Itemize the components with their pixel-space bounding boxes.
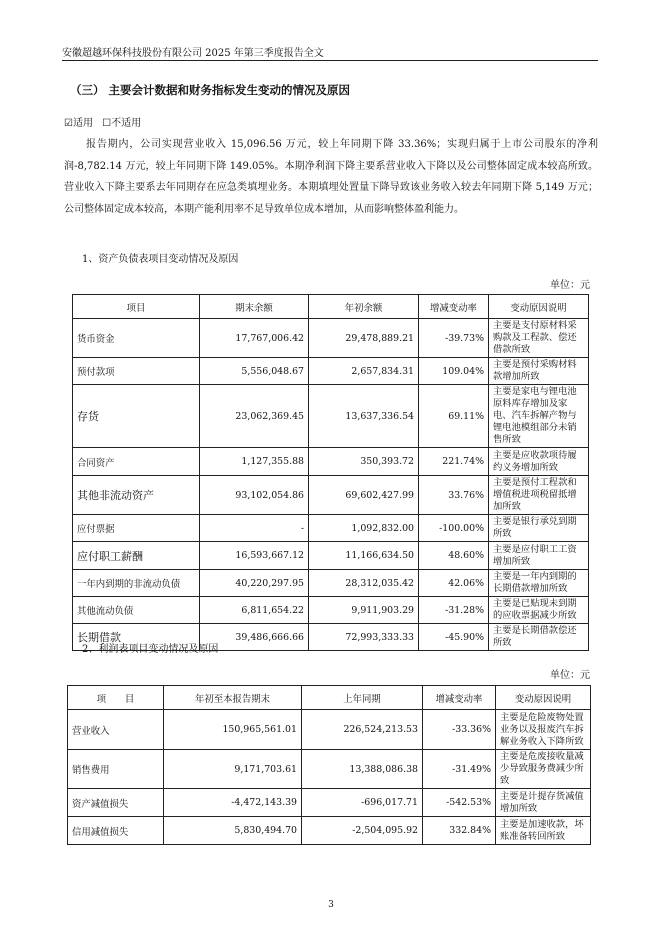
row-end: 93,102,054.86 [200,476,309,515]
row-begin: 29,478,889.21 [309,319,419,358]
row-reason: 主要是计提存货减值增加所致 [496,789,591,817]
row-rate: 221.74% [419,448,489,476]
row-rate: 109.04% [419,358,489,385]
page-header: 安徽超越环保科技股份有限公司 2025 年第三季度报告全文 [62,48,324,59]
row-rate: 332.84% [423,817,496,845]
row-current: 9,171,703.61 [164,750,302,789]
row-begin: 69,602,427.99 [309,476,419,515]
header-reason: 变动原因说明 [496,686,591,710]
row-begin: 350,393.72 [309,448,419,476]
row-name: 销售费用 [68,750,164,789]
table-row [68,817,591,845]
row-current: 5,830,494.70 [164,817,302,845]
table-row [73,515,589,542]
header-change-rate: 增减变动率 [419,295,489,319]
row-reason: 主要是危废接收量减少导致服务费减少所致 [496,750,591,789]
summary-paragraph: 报告期内，公司实现营业收入 15,096.56 万元，较上年同期下降 33.36%；实现归属于上市公司股东的净利润-8,782.14 万元，较上年同期下降 149.05%。本期净利润下降主要系营业收入下降以及公司整体固定成本较高所致。营业收入下降主要系去年同期存在应急类填埋业务。本期填埋处置量下降导致该业务收入较去年同期下降 5,149 万元；公司整体固定成本较高，本期产能利用率不足导致单位成本增加，从而影响整体盈利能力。 [64,139,598,215]
header-reason: 变动原因说明 [489,295,589,319]
table-row [73,476,589,515]
row-rate: -31.28% [419,597,489,624]
row-end: 17,767,006.42 [200,319,309,358]
row-prior: -2,504,095.92 [302,817,423,845]
row-rate: -100.00% [419,515,489,542]
header-prior-period: 上年同期 [302,686,423,710]
row-end: 5,556,048.67 [200,358,309,385]
header-current-period: 年初至本报告期末 [164,686,302,710]
header-rule [62,60,598,61]
table-row [73,448,589,476]
table-row [73,542,589,570]
income-statement-title: 2、利润表项目变动情况及原因 [82,644,219,655]
row-name: 应付票据 [73,515,200,542]
table-row [68,789,591,817]
row-reason: 主要是支付原材料采购款及工程款、偿还借款所致 [489,319,589,358]
table-row [73,385,589,448]
balance-sheet-table [72,294,589,651]
row-reason: 主要是家电与锂电池原料库存增加及家电、汽车拆解产物与锂电池模组部分未销售所致 [489,385,589,448]
row-name: 合同资产 [73,448,200,476]
row-rate: 69.11% [419,385,489,448]
row-rate: -31.49% [423,750,496,789]
table-header-row [73,295,589,319]
row-name: 长期借款 [73,624,200,651]
table-row [73,570,589,597]
row-name: 营业收入 [68,710,164,750]
row-end: 40,220,297.95 [200,570,309,597]
row-current: -4,472,143.39 [164,789,302,817]
row-rate: 42.06% [419,570,489,597]
row-prior: -696,017.71 [302,789,423,817]
income-statement-table [67,685,591,845]
row-reason: 主要是预付工程款和增值税进项税留抵增加所致 [489,476,589,515]
row-end: 6,811,654.22 [200,597,309,624]
row-end: - [200,515,309,542]
row-reason: 主要是预付采购材料款增加所致 [489,358,589,385]
row-reason: 主要是危险废物处置业务以及报废汽车拆解业务收入下降所致 [496,710,591,750]
row-name: 资产减值损失 [68,789,164,817]
table-row [68,750,591,789]
row-name: 其他非流动资产 [73,476,200,515]
table-row [68,710,591,750]
row-name: 一年内到期的非流动负债 [73,570,200,597]
not-applicable-checkbox[interactable]: ☐不适用 [102,118,142,129]
row-prior: 226,524,213.53 [302,710,423,750]
row-reason: 主要是应付职工工资增加所致 [489,542,589,570]
row-rate: -39.73% [419,319,489,358]
row-begin: 2,657,834.31 [309,358,419,385]
balance-sheet-title: 1、资产负债表项目变动情况及原因 [82,254,239,265]
row-current: 150,965,561.01 [164,710,302,750]
row-begin: 11,166,634.50 [309,542,419,570]
row-end: 16,593,667.12 [200,542,309,570]
row-rate: 33.76% [419,476,489,515]
row-reason: 主要是已贴现未到期的应收票据减少所致 [489,597,589,624]
row-rate: -33.36% [423,710,496,750]
applicability-checks [64,114,147,129]
income-unit: 单位：元 [550,670,590,681]
table-row [73,597,589,624]
row-reason: 主要是应收款项待履约义务增加所致 [489,448,589,476]
row-begin: 72,993,333.33 [309,624,419,651]
row-name: 货币资金 [73,319,200,358]
table-row [73,319,589,358]
row-name: 存货 [73,385,200,448]
row-rate: -45.90% [419,624,489,651]
table-row [73,358,589,385]
row-end: 1,127,355.88 [200,448,309,476]
row-begin: 9,911,903.29 [309,597,419,624]
header-change-rate: 增减变动率 [423,686,496,710]
section-title: （三） 主要会计数据和财务指标发生变动的情况及原因 [70,83,351,97]
page-number: 3 [328,900,334,910]
row-rate: -542.53% [423,789,496,817]
header-begin-balance: 年初余额 [309,295,419,319]
row-rate: 48.60% [419,542,489,570]
row-end: 39,486,666.66 [200,624,309,651]
row-begin: 1,092,832.00 [309,515,419,542]
row-name: 应付职工薪酬 [73,542,200,570]
applicable-checkbox[interactable]: ☑适用 [64,118,93,129]
row-reason: 主要是银行承兑到期所致 [489,515,589,542]
row-end: 23,062,369.45 [200,385,309,448]
row-prior: 13,388,086.38 [302,750,423,789]
row-begin: 28,312,035.42 [309,570,419,597]
header-end-balance: 期末余额 [200,295,309,319]
row-reason: 主要是加速收款，坏账准备转回所致 [496,817,591,845]
table-header-row [68,686,591,710]
row-name: 预付款项 [73,358,200,385]
row-name: 其他流动负债 [73,597,200,624]
balance-unit: 单位：元 [550,280,590,291]
row-reason: 主要是长期借款偿还所致 [489,624,589,651]
row-name: 信用减值损失 [68,817,164,845]
row-reason: 主要是一年内到期的长期借款增加所致 [489,570,589,597]
row-begin: 13,637,336.54 [309,385,419,448]
header-item: 项目 [73,295,200,319]
header-item: 项 目 [68,686,164,710]
